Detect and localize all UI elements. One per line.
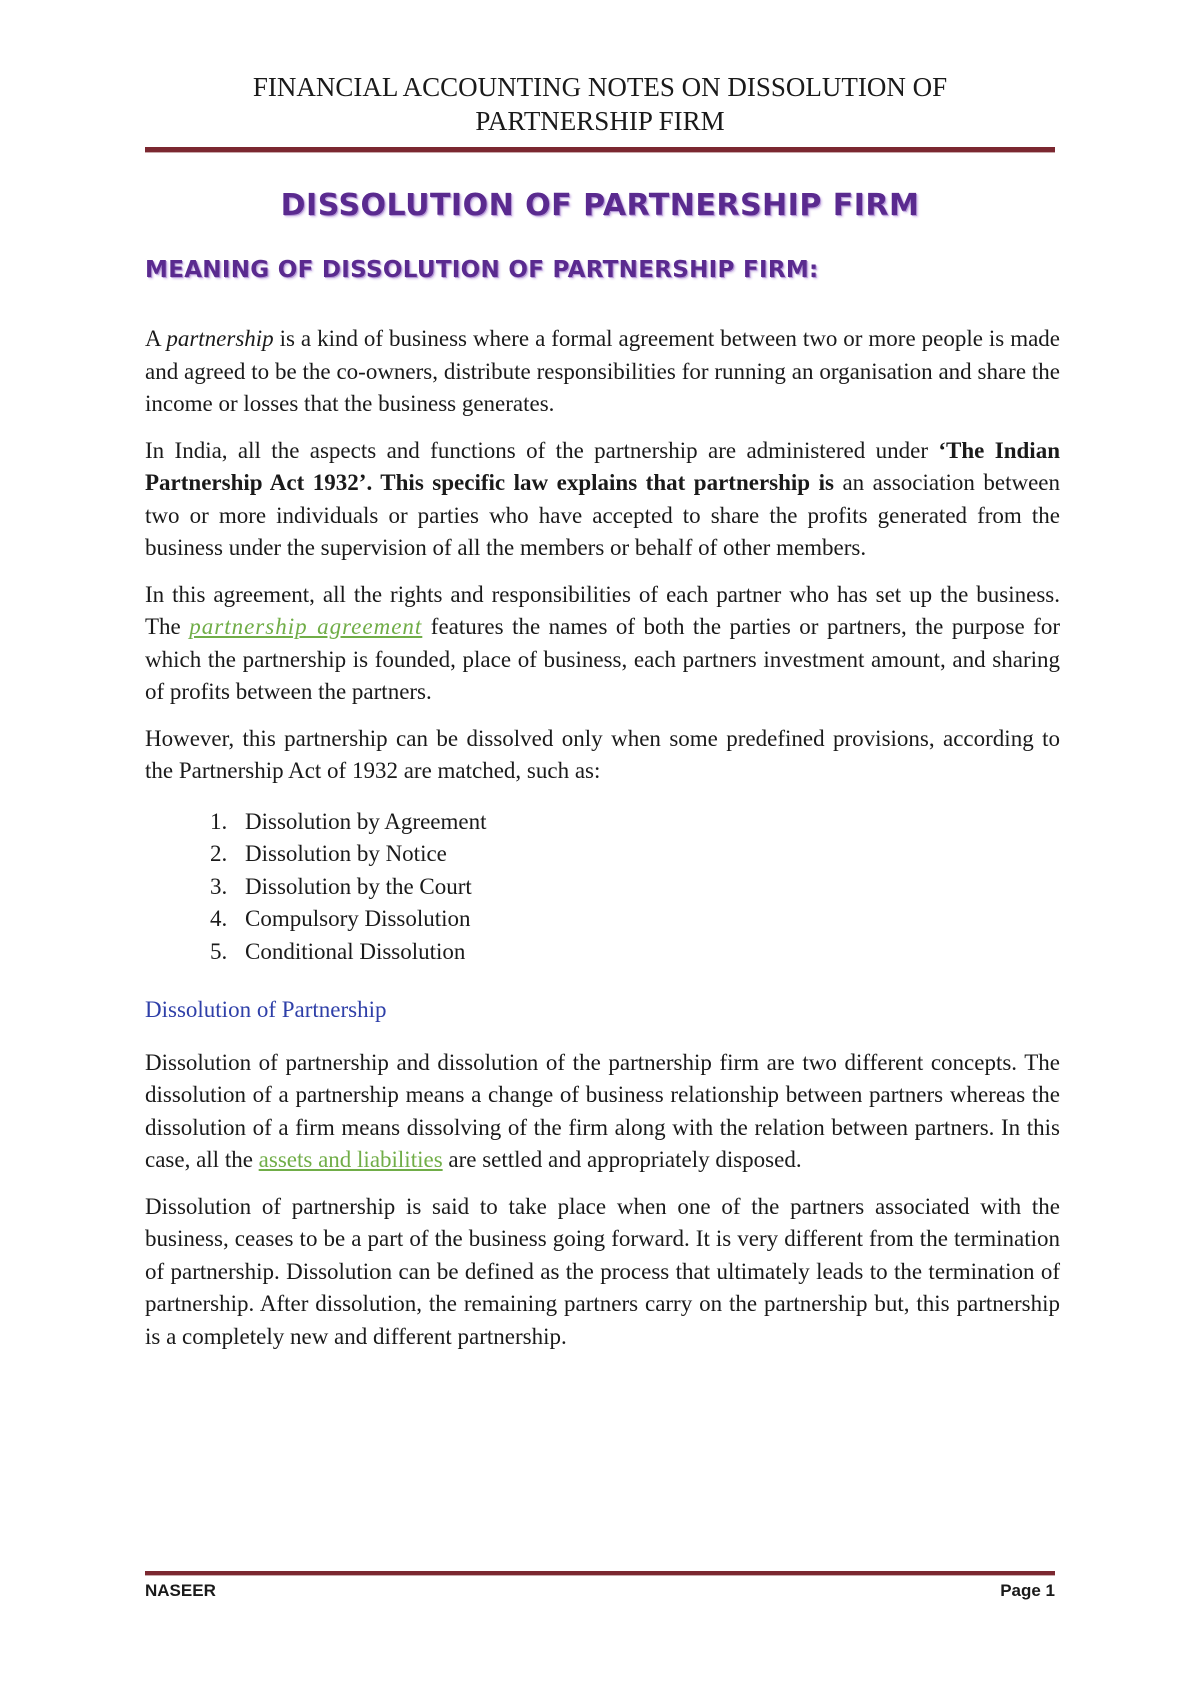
list-item: 1. Dissolution by Agreement xyxy=(233,806,1060,839)
paragraph-dissolution-definition: Dissolution of partnership is said to take place when one of the partners associated with the business, ceases to be a part of the business going forward. It is very different from the termination of partnership. Dissolution can be defined as the process that ultimately leads to the termination of partnership. After dissolution, the remaining partners carry on the partnership but, this partnership is a completely new and different partnership. xyxy=(145,1193,1060,1349)
header-divider xyxy=(145,147,1055,153)
paragraph-text: In this agreement, all the rights and responsibilities of each partner who has set up the business. The xyxy=(145,581,1060,639)
paragraph-text: is a kind of business where a formal agreement between two or more people is made and agreed to be the co-owners, distribute responsibilities for running an organisation and share the income or losses that the business generates. xyxy=(145,326,1061,416)
paragraph-text: In India, all the aspects and functions of the partnership are administered under xyxy=(145,437,939,463)
list-item: 2. Dissolution by Notice xyxy=(233,838,1060,871)
page-header xyxy=(145,70,1055,138)
footer-divider xyxy=(145,1571,1055,1576)
dissolution-types-list xyxy=(145,806,1060,969)
paragraph-text: A xyxy=(145,326,167,351)
paragraph-agreement xyxy=(145,579,1060,709)
paragraph-text: are settled and appropriately disposed. xyxy=(442,1147,802,1172)
partnership-agreement-link[interactable]: partnership agreement xyxy=(189,614,423,639)
act-reference: ‘The Indian Partnership Act 1932’. This specific law explains that partnership is xyxy=(145,437,1060,495)
partnership-term: partnership xyxy=(166,326,274,351)
meaning-section-heading: MEANING OF DISSOLUTION OF PARTNERSHIP FIRM: xyxy=(145,257,819,283)
list-item: 5. Conditional Dissolution xyxy=(233,936,1060,969)
paragraph-text: features the names of both the parties or partners, the purpose for which the partnership is founded, place of business, each partners investment amount, and sharing of profits between the partners. xyxy=(145,614,1060,704)
header-title-line2: PARTNERSHIP FIRM xyxy=(475,106,725,136)
dissolution-of-partnership-heading: Dissolution of Partnership xyxy=(145,997,387,1022)
document-body xyxy=(145,323,1060,1367)
paragraph-partnership-definition xyxy=(145,323,1060,421)
list-item: 3. Dissolution by the Court xyxy=(233,871,1060,904)
assets-and-liabilities-link[interactable]: assets and liabilities xyxy=(258,1147,443,1172)
paragraph-text: an association between two or more individuals or parties who have accepted to share the profits generated from the business under the supervision of all the members or behalf of other members. xyxy=(145,470,1061,560)
paragraph-text: Dissolution of partnership and dissolution of the partnership firm are two different concepts. The dissolution of a partnership means a change of business relationship between partners whereas the dissolution of a firm means dissolving of the firm along with the relation between partners. In this case, all the xyxy=(145,1049,1060,1172)
footer-author: NASEER xyxy=(145,1581,216,1600)
list-item: 4. Compulsory Dissolution xyxy=(233,903,1060,936)
paragraph-indian-act xyxy=(145,435,1060,565)
header-title-line1: FINANCIAL ACCOUNTING NOTES ON DISSOLUTION OF xyxy=(252,72,948,102)
document-title: DISSOLUTION OF PARTNERSHIP FIRM xyxy=(280,188,920,223)
paragraph-dissolution-provisions: However, this partnership can be dissolved only when some predefined provisions, according to the Partnership Act of 1932 are matched, such as: xyxy=(145,725,1060,783)
page-number: Page 1 xyxy=(1000,1581,1055,1600)
paragraph-two-concepts xyxy=(145,1047,1060,1177)
